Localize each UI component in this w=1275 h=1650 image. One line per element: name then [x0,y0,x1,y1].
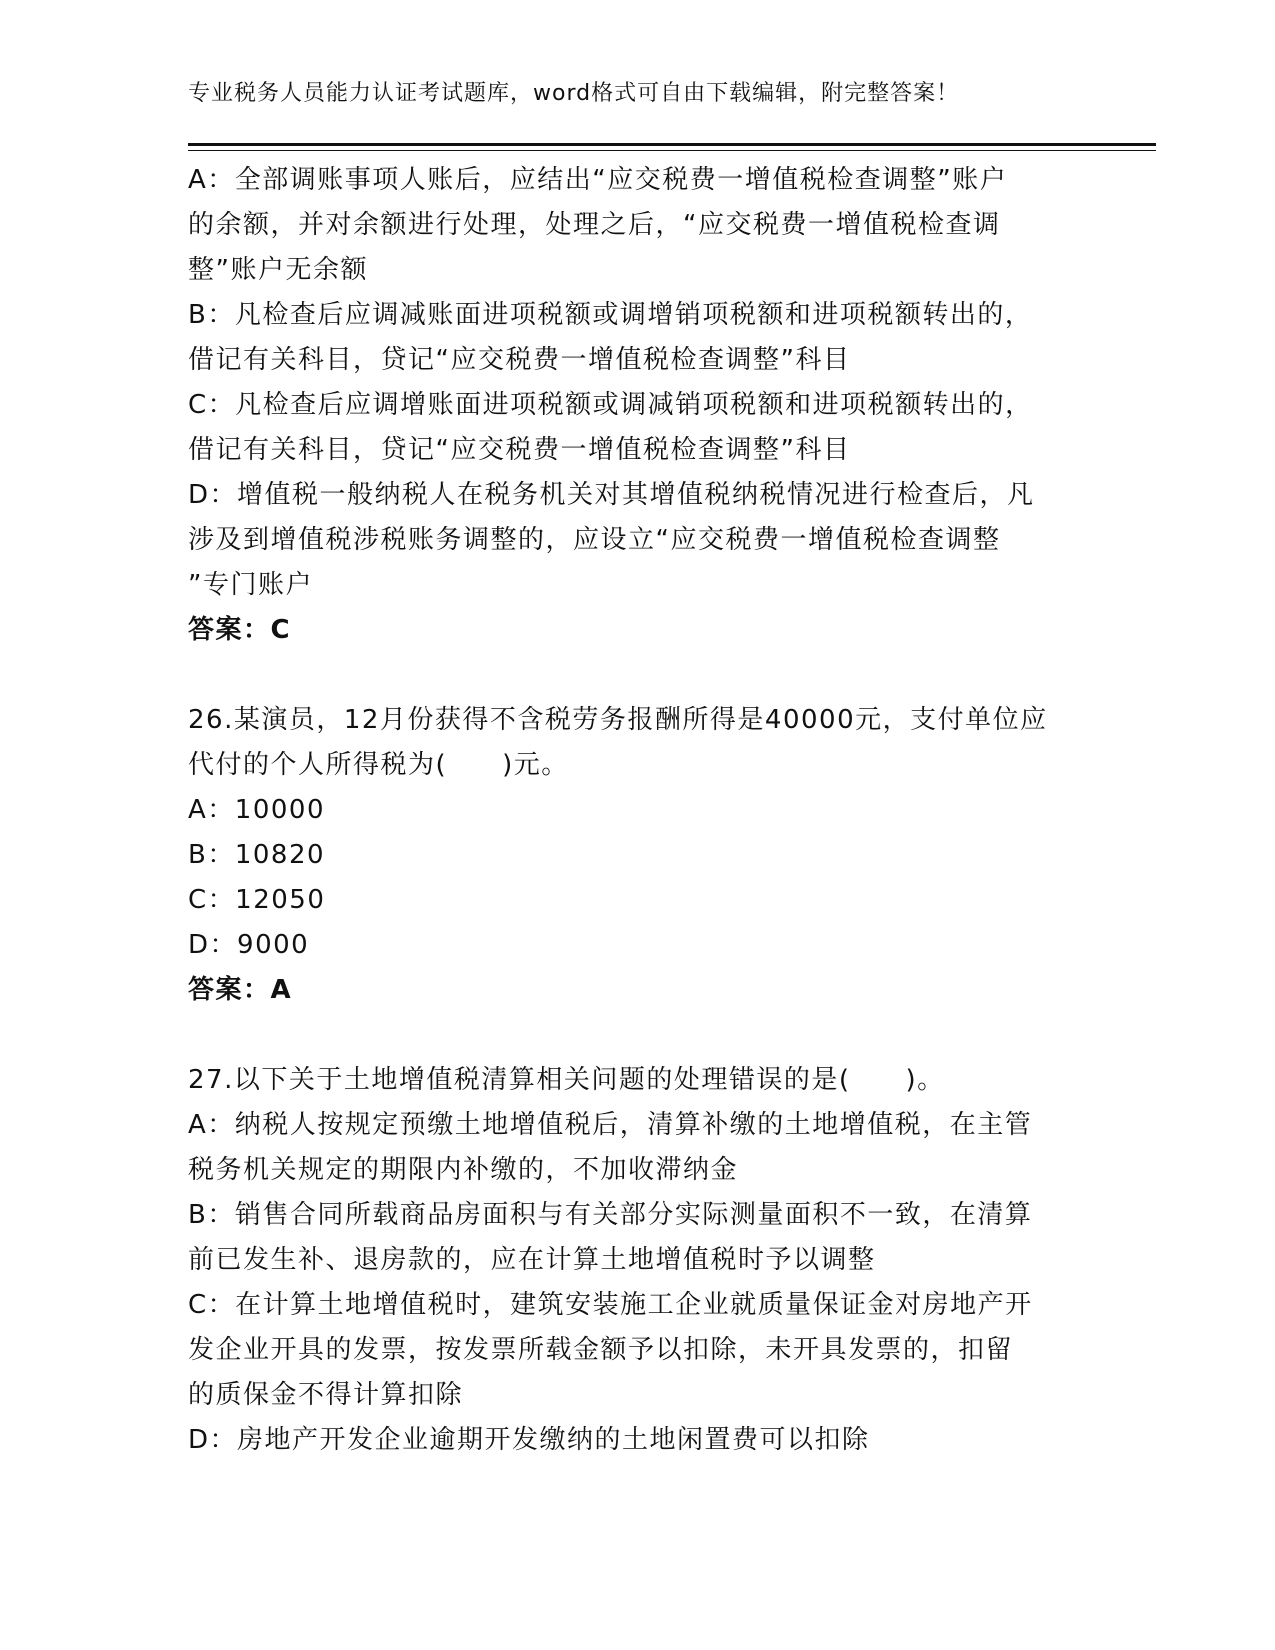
option-line: 整”账户无余额 [188,255,368,285]
option-line: 借记有关科目，贷记“应交税费一增值税检查调整”科目 [188,345,851,375]
q26-option-b: B：10820 [188,840,326,870]
stem-line: 26.某演员，12月份获得不含税劳务报酬所得是40000元，支付单位应 [188,705,1048,735]
q27-option-b [188,1193,1078,1283]
option-line: A：全部调账事项人账后，应结出“应交税费一增值税检查调整”账户 [188,165,1008,195]
option-line: 税务机关规定的期限内补缴的，不加收滞纳金 [188,1155,739,1185]
q27-stem: 27.以下关于土地增值税清算相关问题的处理错误的是( )。 [188,1065,945,1095]
option-line: B：凡检查后应调减账面进项税额或调增销项税额和进项税额转出的， [188,300,1033,330]
q25-option-a [188,158,1078,293]
option-line: 发企业开具的发票，按发票所载金额予以扣除，未开具发票的，扣留 [188,1335,1014,1365]
q25-option-c [188,383,1078,473]
q26-option-d: D：9000 [188,930,310,960]
stem-line: 代付的个人所得税为( )元。 [188,750,569,780]
option-line: 涉及到增值税涉税账务调整的，应设立“应交税费一增值税检查调整 [188,525,1001,555]
spacer [188,1013,1078,1058]
header-rule-thin [188,150,1156,151]
spacer [188,653,1078,698]
option-line: 前已发生补、退房款的，应在计算土地增值税时予以调整 [188,1245,876,1275]
option-line: D：房地产开发企业逾期开发缴纳的土地闲置费可以扣除 [188,1425,870,1455]
q26-stem [188,698,1078,788]
option-line: C：在计算土地增值税时，建筑安装施工企业就质量保证金对房地产开 [188,1290,1033,1320]
option-line: 的质保金不得计算扣除 [188,1380,464,1410]
question-content [188,158,1078,1463]
q27-option-c [188,1283,1078,1418]
option-line: B：销售合同所载商品房面积与有关部分实际测量面积不一致，在清算 [188,1200,1033,1230]
option-line: ”专门账户 [188,570,313,600]
option-line: C：凡检查后应调增账面进项税额或调减销项税额和进项税额转出的， [188,390,1033,420]
q26-option-c: C：12050 [188,885,326,915]
q26-option-a: A：10000 [188,795,325,825]
option-line: D：增值税一般纳税人在税务机关对其增值税纳税情况进行检查后，凡 [188,480,1035,510]
q26-answer: 答案：A [188,975,293,1005]
q25-answer: 答案：C [188,615,292,645]
page-header: 专业税务人员能力认证考试题库，word格式可自由下载编辑，附完整答案！ [188,81,960,106]
option-line: 的余额，并对余额进行处理，处理之后，“应交税费一增值税检查调 [188,210,1001,240]
option-line: A：纳税人按规定预缴土地增值税后，清算补缴的土地增值税，在主管 [188,1110,1033,1140]
q25-option-b [188,293,1078,383]
q27-option-a [188,1103,1078,1193]
q25-option-d [188,473,1078,608]
option-line: 借记有关科目，贷记“应交税费一增值税检查调整”科目 [188,435,851,465]
header-rule-thick [188,143,1156,146]
q27-option-d [188,1418,1078,1463]
